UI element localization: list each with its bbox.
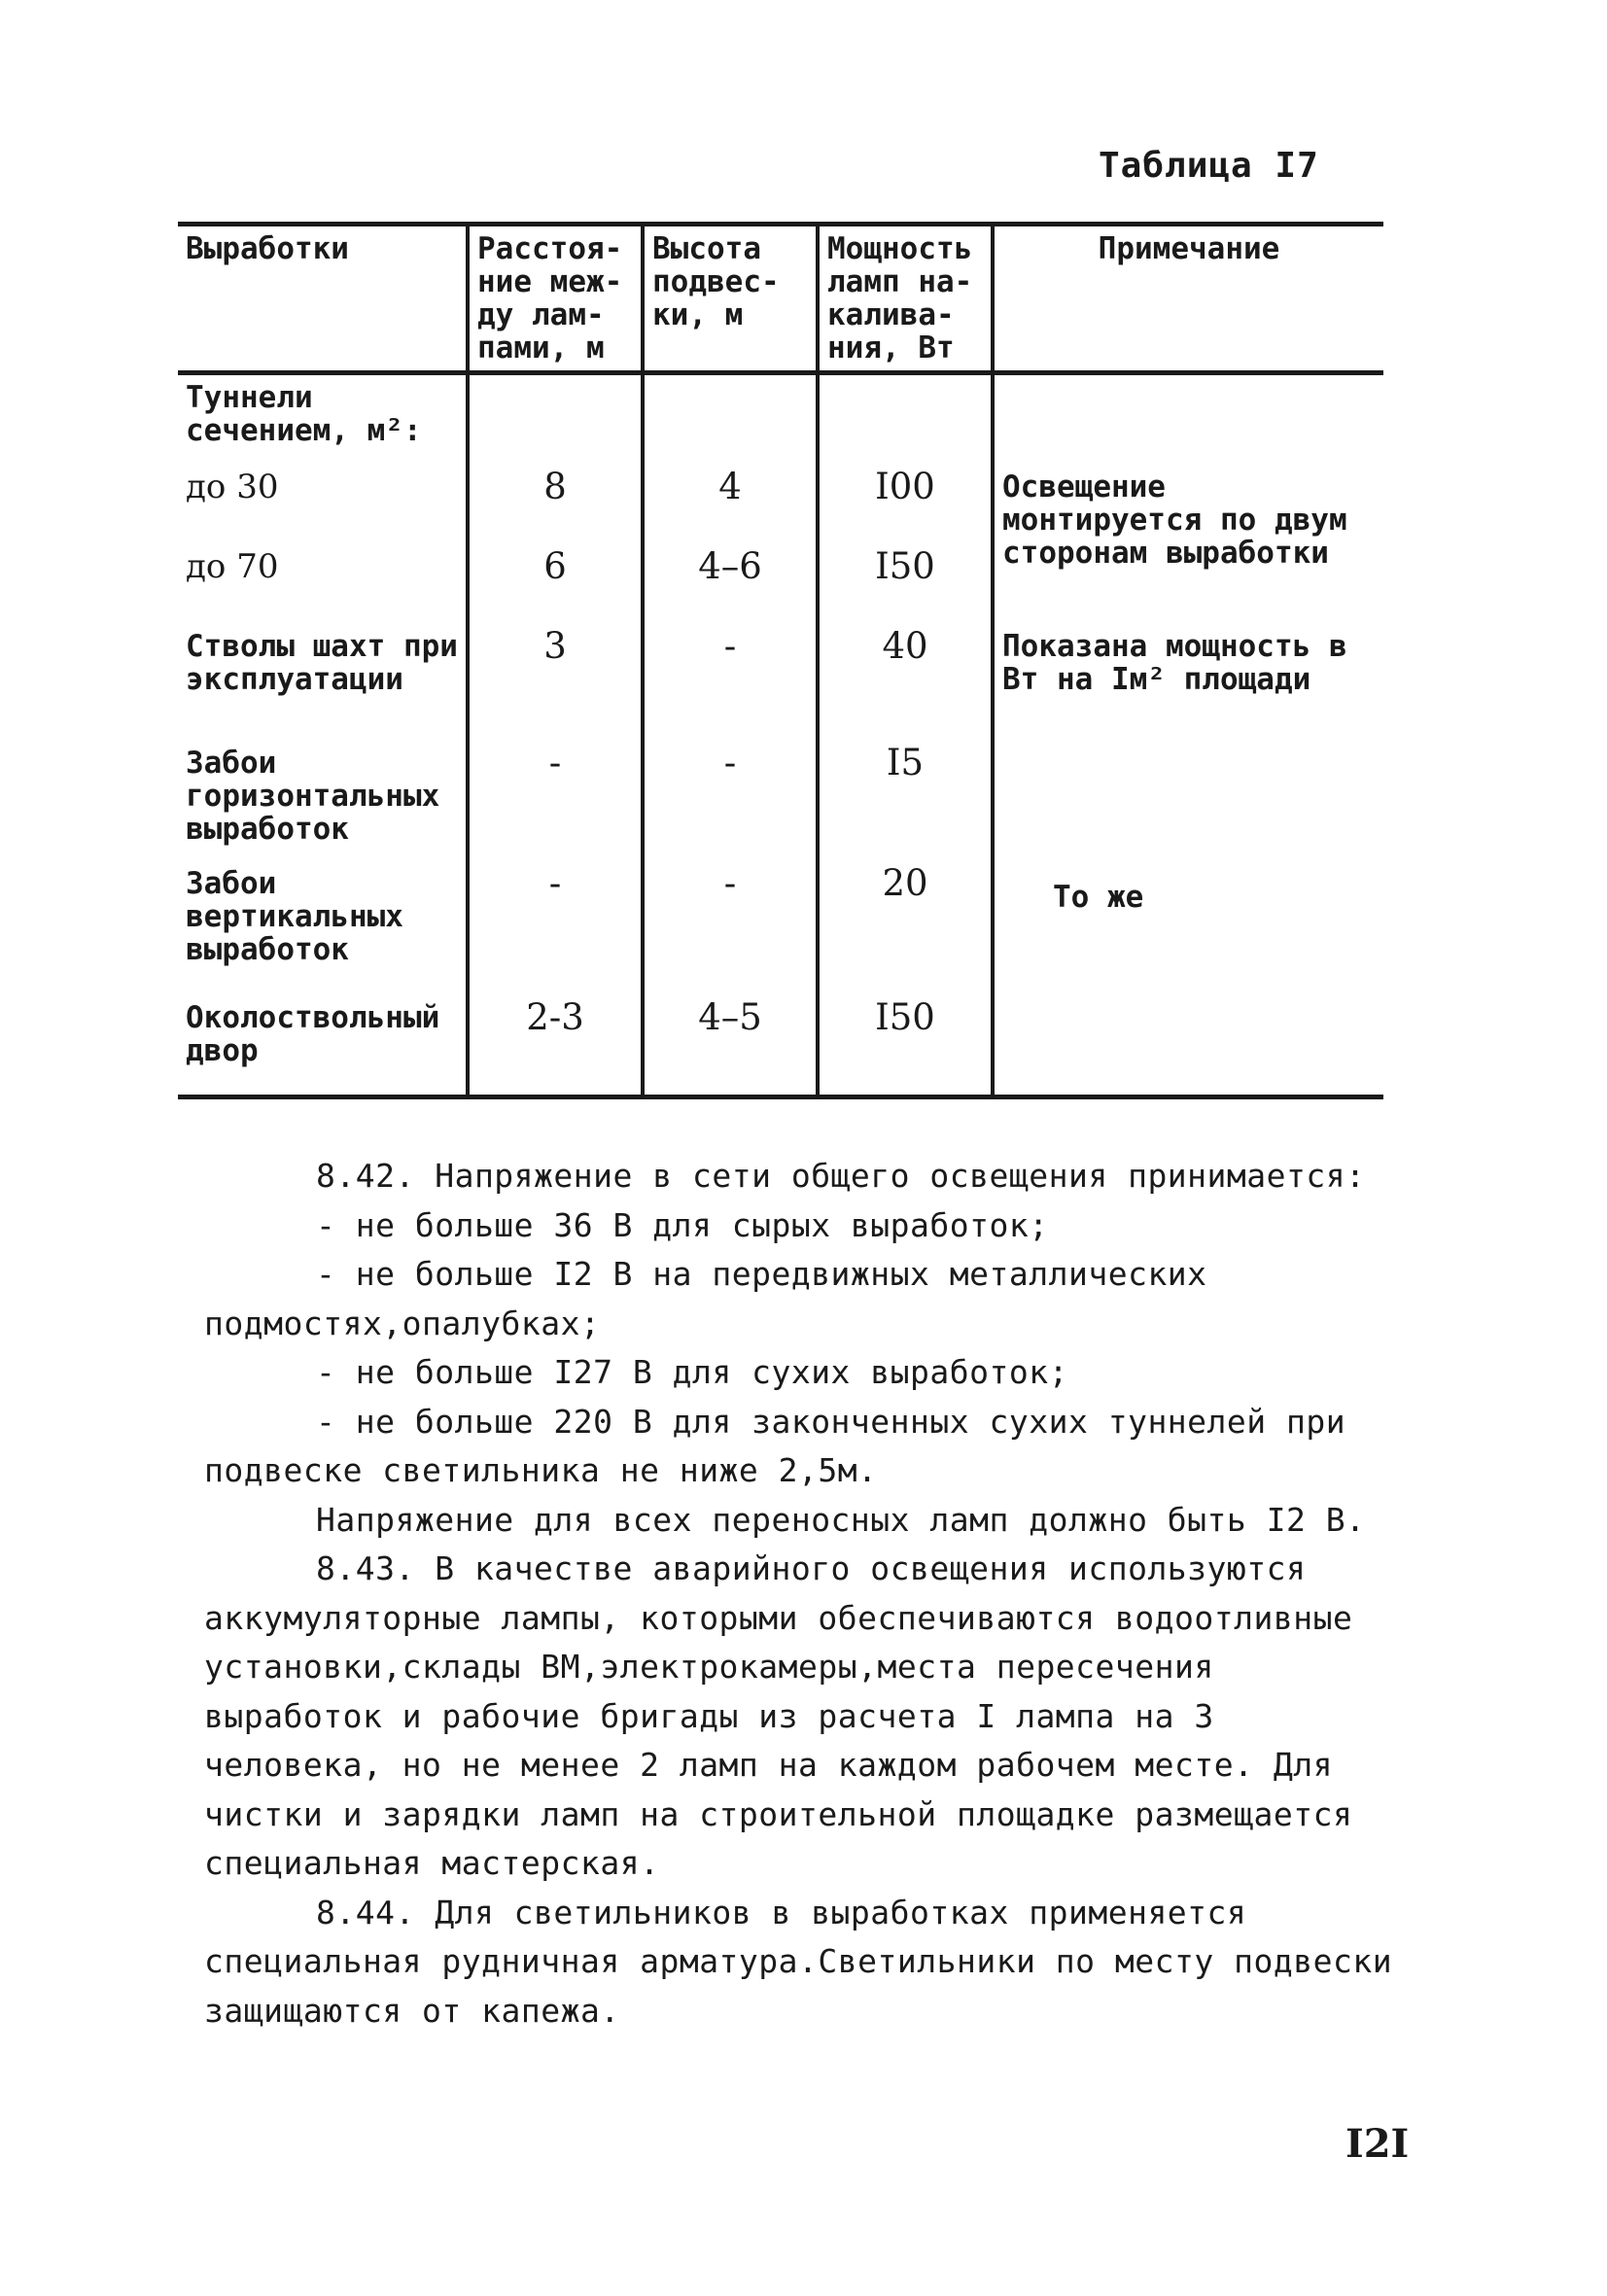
paragraph-8-42: 8.42. Напряжение в сети общего освещения принимается: <box>316 1157 1366 1195</box>
group-label: Туннели сечением, м²: <box>178 373 468 466</box>
table-row-group <box>178 373 1383 466</box>
row-distance: - <box>468 741 643 861</box>
table-row <box>178 465 1383 544</box>
row-note <box>993 995 1383 1097</box>
row-note: Освещение монтируется по двум сторонам выработки <box>993 465 1383 624</box>
paragraph-portable-lamps: Напряжение для всех переносных ламп должно быть I2 В. <box>316 1500 1366 1539</box>
row-power: I50 <box>818 544 993 624</box>
table-header-row <box>178 225 1383 373</box>
row-distance: - <box>468 861 643 995</box>
header-note: Примечание <box>993 225 1383 373</box>
row-name: Стволы шахт при эксплуатации <box>178 624 468 741</box>
header-workings: Выработки <box>178 225 468 373</box>
table-row <box>178 861 1383 995</box>
row-distance: 8 <box>468 465 643 544</box>
row-height: 4 <box>643 465 818 544</box>
row-power: I00 <box>818 465 993 544</box>
row-note: Показана мощность в Вт на Iм² площади <box>993 624 1383 741</box>
lighting-table <box>178 222 1383 1099</box>
row-name: Забои горизонтальных выработок <box>178 741 468 861</box>
row-name: Забои вертикальных выработок <box>178 861 468 995</box>
table-caption: Таблица I7 <box>1099 146 1319 186</box>
body-text <box>204 1152 1410 2035</box>
row-power: 20 <box>818 861 993 995</box>
row-power: I50 <box>818 995 993 1097</box>
row-name: до 30 <box>178 465 468 544</box>
header-height: Высота подвес-ки, м <box>643 225 818 373</box>
paragraph-8-44: 8.44. Для светильников в выработках применяется специальная рудничная арматура.Светильники по месту подвески защищаются от капежа. <box>204 1893 1393 2030</box>
row-height: - <box>643 861 818 995</box>
table-row <box>178 995 1383 1097</box>
paragraph-8-43: 8.43. В качестве аварийного освещения используются аккумуляторные лампы, которыми обеспечиваются водоотливные установки,склады ВМ,электрокамеры,места пересечения выработок и рабочие бригады из расчета I лампа на 3 человека, но не менее 2 ламп на каждом рабочем месте. Для чистки и зарядки ламп на строительной площадке размещается специальная мастерская. <box>204 1549 1353 1882</box>
row-distance: 2-3 <box>468 995 643 1097</box>
header-power: Мощность ламп на-калива-ния, Вт <box>818 225 993 373</box>
row-height: - <box>643 624 818 741</box>
header-distance: Расстоя-ние меж-ду лам-пами, м <box>468 225 643 373</box>
list-item: - не больше 36 В для сырых выработок; <box>316 1205 1049 1244</box>
row-distance: 3 <box>468 624 643 741</box>
row-height: 4–6 <box>643 544 818 624</box>
row-distance: 6 <box>468 544 643 624</box>
list-item: - не больше I2 В на передвижных металлических подмостях,опалубках; <box>204 1255 1207 1342</box>
row-note: То же <box>993 861 1383 995</box>
row-power: 40 <box>818 624 993 741</box>
row-height: 4–5 <box>643 995 818 1097</box>
row-power: I5 <box>818 741 993 861</box>
page-number: I2I <box>1345 2121 1410 2167</box>
table-row <box>178 741 1383 861</box>
row-height: - <box>643 741 818 861</box>
list-item: - не больше I27 В для сухих выработок; <box>316 1353 1068 1391</box>
table-row <box>178 624 1383 741</box>
row-note <box>993 741 1383 861</box>
row-name: до 70 <box>178 544 468 624</box>
list-item: - не больше 220 В для законченных сухих туннелей при подвеске светильника не ниже 2,5м. <box>204 1402 1346 1489</box>
row-name: Околоствольный двор <box>178 995 468 1097</box>
